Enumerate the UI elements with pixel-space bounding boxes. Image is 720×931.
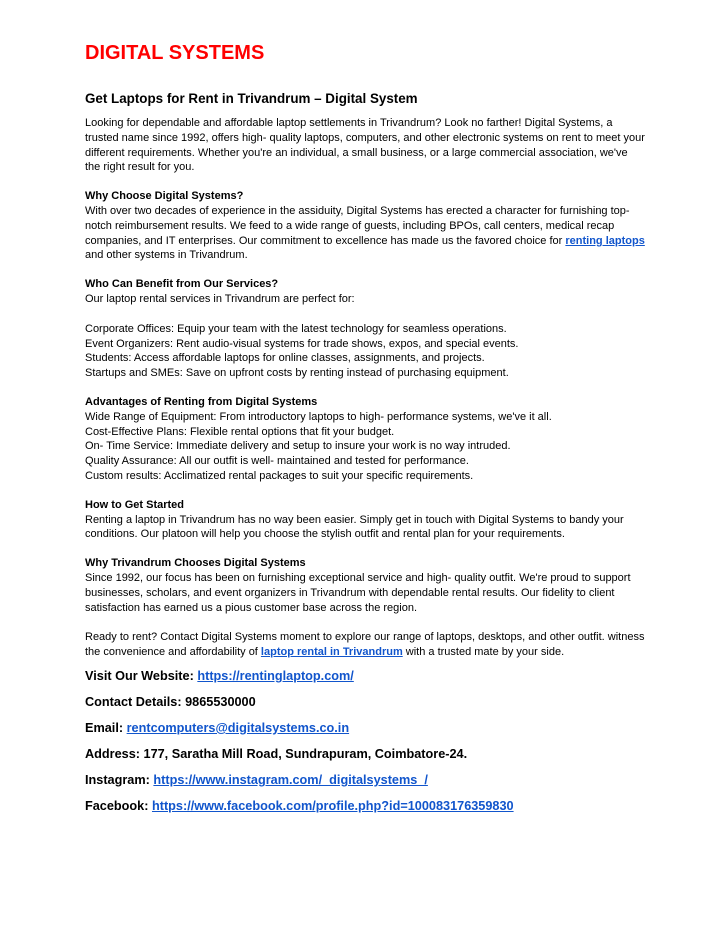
ready-text-end: with a trusted mate by your side. (402, 646, 565, 659)
page-title: DIGITAL SYSTEMS (85, 42, 265, 64)
contact-section (85, 668, 645, 814)
instagram-label: Instagram: (85, 772, 154, 787)
who-benefit-heading: Who Can Benefit from Our Services? (85, 278, 279, 291)
list-item: Event Organizers: Rent audio-visual systems for trade shows, expos, and special events. (85, 337, 519, 350)
facebook-link[interactable]: https://www.facebook.com/profile.php?id=100083176359830 (151, 798, 514, 813)
who-benefit-text: Our laptop rental services in Trivandrum are perfect for: (85, 292, 355, 305)
list-item: On- Time Service: Immediate delivery and setup to insure your work is no way intruded. (85, 440, 511, 453)
instagram-line (85, 772, 645, 788)
get-started-paragraph: Renting a laptop in Trivandrum has no way been easier. Simply get in touch with Digital Systems to bandy your conditions. Our platoon will help you choose the stylish outfit and rental plan for your requirements. (85, 513, 624, 541)
website-label: Visit Our Website: (85, 668, 198, 683)
ready-text: Ready to rent? Contact Digital Systems moment to explore our range of laptops, desktops, and other outfit. witness the convenience and affordability of (85, 631, 645, 659)
get-started-heading: How to Get Started (85, 498, 185, 511)
why-trivandrum-heading: Why Trivandrum Chooses Digital Systems (85, 557, 306, 570)
why-choose-text: With over two decades of experience in the assiduity, Digital Systems has erected a character for furnishing top- notch reimbursement results. We feed to a wide range of guests, including BPOs, call centers, medical recap companies, and IT enterprises. Our commitment to excellence has made us the favored choice for (85, 204, 630, 247)
advantages-heading: Advantages of Renting from Digital Systems (85, 395, 318, 408)
ready-paragraph (85, 630, 645, 660)
facebook-label: Facebook: (85, 798, 152, 813)
list-item: Startups and SMEs: Save on upfront costs by renting instead of purchasing equipment. (85, 367, 509, 380)
list-item: Corporate Offices: Equip your team with the latest technology for seamless operations. (85, 322, 507, 335)
list-item: Custom results: Acclimatized rental packages to suit your specific requirements. (85, 469, 474, 482)
list-item: Students: Access affordable laptops for online classes, assignments, and projects. (85, 352, 485, 365)
facebook-line (85, 798, 645, 814)
list-item: Wide Range of Equipment: From introductory laptops to high- performance systems, we've it all. (85, 410, 552, 423)
renting-laptops-link[interactable]: renting laptops (565, 234, 645, 247)
why-choose-paragraph (85, 204, 645, 263)
contact-details: Contact Details: 9865530000 (85, 694, 256, 709)
why-choose-heading: Why Choose Digital Systems? (85, 190, 244, 203)
website-link[interactable]: https://rentinglaptop.com/ (197, 668, 354, 683)
email-label: Email: (85, 720, 127, 735)
why-choose-text-end: and other systems in Trivandrum. (85, 249, 248, 262)
laptop-rental-trivandrum-link[interactable]: laptop rental in Trivandrum (260, 646, 403, 659)
email-link[interactable]: rentcomputers@digitalsystems.co.in (126, 720, 350, 735)
document-page (85, 40, 645, 814)
why-trivandrum-paragraph: Since 1992, our focus has been on furnishing exceptional service and high- quality outfit. We're proud to support businesses, scholars, and event organizers in Trivandrum with dependable rental results. Our fidelity to client satisfaction has earned us a pious customer base across the region. (85, 571, 631, 614)
website-line (85, 668, 645, 684)
list-item: Cost-Effective Plans: Flexible rental options that fit your budget. (85, 425, 395, 438)
email-line (85, 720, 645, 736)
intro-paragraph: Looking for dependable and affordable laptop settlements in Trivandrum? Look no farther! Digital Systems, a trusted name since 1992, offers high- quality laptops, computers, and other electronic systems on rent to meet your different requirements. Whether you're an individual, a small business, or a large commercial association, we've the right result for you. (85, 117, 645, 174)
article-subtitle: Get Laptops for Rent in Trivandrum – Digital System (85, 91, 418, 106)
instagram-link[interactable]: https://www.instagram.com/_digitalsystems_/ (153, 772, 428, 787)
address-line: Address: 177, Saratha Mill Road, Sundrapuram, Coimbatore-24. (85, 746, 468, 761)
list-item: Quality Assurance: All our outfit is well- maintained and tested for performance. (85, 455, 469, 468)
